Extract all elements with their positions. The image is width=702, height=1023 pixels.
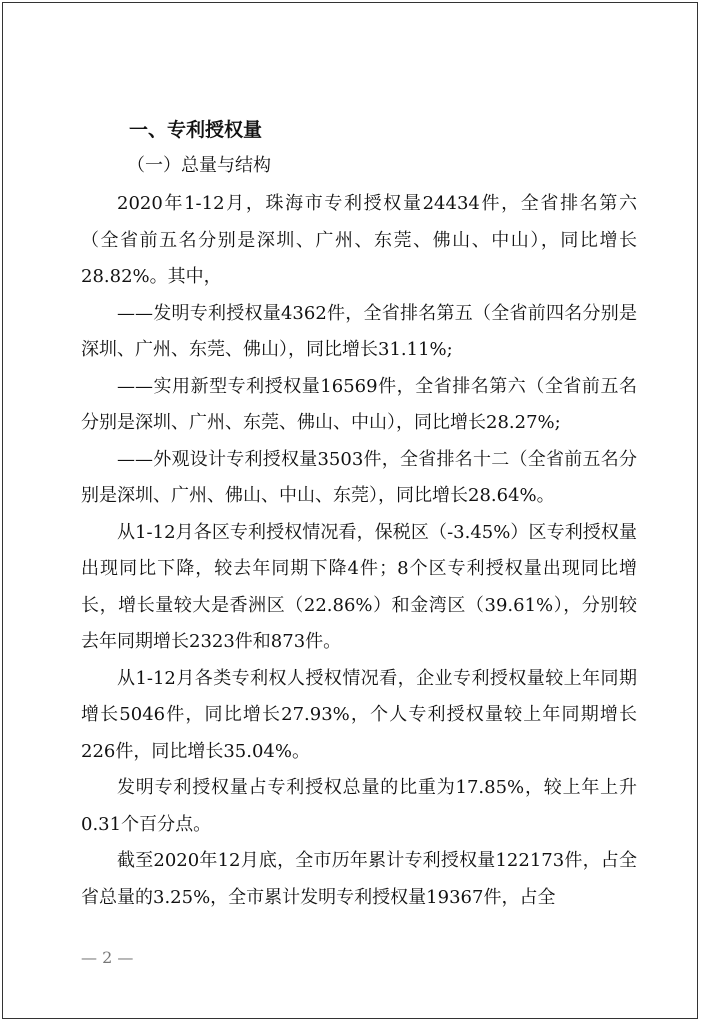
paragraph-utility-models: ——实用新型专利授权量16569件，全省排名第六（全省前五名分别是深圳、广州、东莞、佛山、中山），同比增长28.27%; [81, 375, 637, 433]
document-page [2, 2, 698, 1019]
paragraph-cumulative-grants: 截至2020年12月底，全市历年累计专利授权量122173件，占全省总量的3.25%，全市累计发明专利授权量19367件，占全 [81, 850, 637, 908]
paragraph-patentee-types: 从1-12月各类专利权人授权情况看，企业专利授权量较上年同期增长5046件，同比增长27.93%，个人专利授权量较上年同期增长226件，同比增长35.04%。 [81, 667, 637, 762]
subsection-heading: （一）总量与结构 [127, 155, 271, 176]
paragraph-total-grants: 2020年1-12月，珠海市专利授权量24434件，全省排名第六（全省前五名分别是深圳、广州、东莞、佛山、中山），同比增长28.82%。其中， [81, 193, 637, 287]
section-heading: 一、专利授权量 [129, 119, 263, 141]
page-number: — 2 — [81, 948, 134, 967]
body-text [81, 186, 637, 916]
paragraph-invention-patents: ——发明专利授权量4362件，全省排名第五（全省前四名分别是深圳、广州、东莞、佛山），同比增长31.11%; [81, 302, 637, 360]
paragraph-invention-share: 发明专利授权量占专利授权总量的比重为17.85%，较上年上升0.31个百分点。 [81, 777, 637, 835]
paragraph-district-grants: 从1-12月各区专利授权情况看，保税区（-3.45%）区专利授权量出现同比下降，较去年同期下降4件；8个区专利授权量出现同比增长，增长量较大是香洲区（22.86%）和金湾区（39.61%），分别较去年同期增长2323件和873件。 [81, 521, 637, 652]
paragraph-design-patents: ——外观设计专利授权量3503件，全省排名十二（全省前五名分别是深圳、广州、佛山、中山、东莞），同比增长28.64%。 [81, 448, 637, 506]
